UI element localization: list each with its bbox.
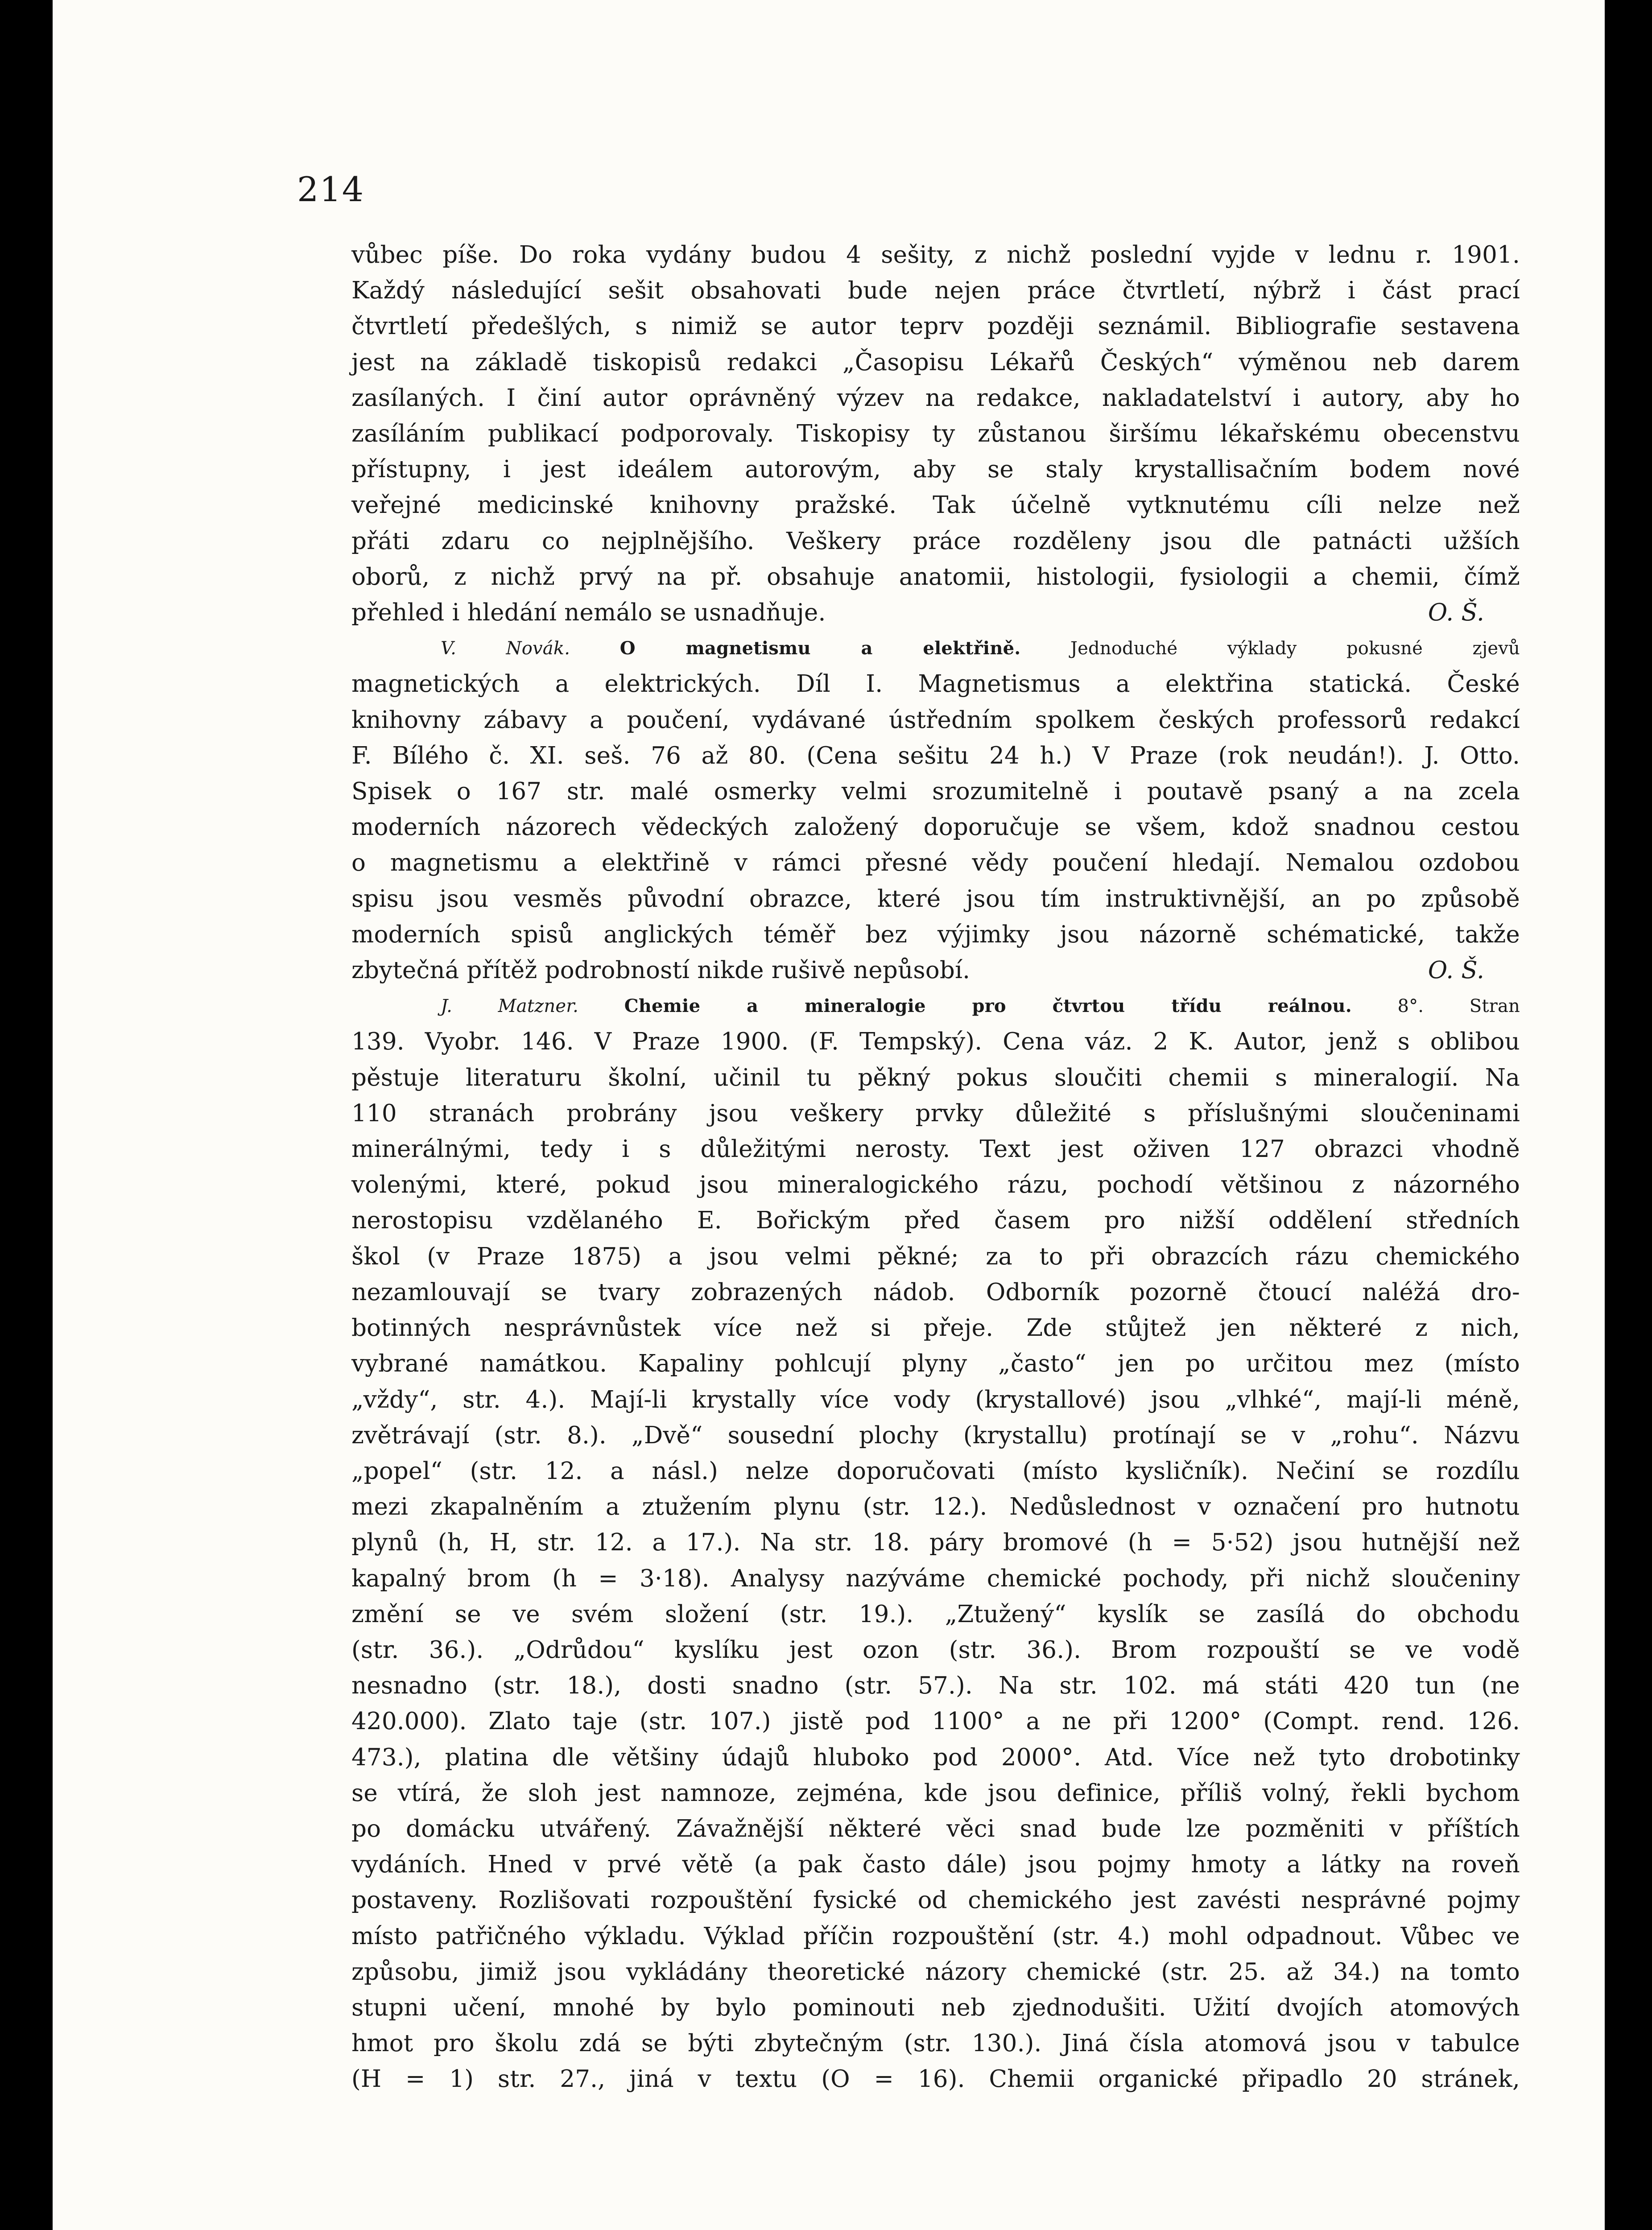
text-line: Spisek o 167 str. malé osmerky velmi srozumitelně i poutavě psaný a na zcela — [351, 778, 1520, 805]
review-heading-line — [351, 631, 1520, 666]
text-line: mezi zkapalněním a ztužením plynu (str. 12.). Nedůslednost v označení pro hutnotu — [351, 1493, 1520, 1521]
text-line: přáti zdaru co nejplnějšího. Veškery práce rozděleny jsou dle patnácti užších — [351, 527, 1520, 555]
text-line: zasílaných. I činí autor oprávněný výzev na redakce, nakladatelství i autory, aby ho — [351, 384, 1520, 412]
text-line: 110 stranách probrány jsou veškery prvky důležité s příslušnými sloučeninami — [351, 1099, 1520, 1127]
text-line: oborů, z nichž prvý na př. obsahuje anatomii, histologii, fysiologii a chemii, čímž — [351, 563, 1520, 591]
text-line-end: přehled i hledání nemálo se usnadňuje. — [351, 599, 826, 627]
text-line: veřejné medicinské knihovny pražské. Tak účelně vytknutému cíli nelze než — [351, 491, 1520, 519]
review-heading-rest: Jednoduché výklady pokusné zjevů — [1070, 638, 1520, 659]
text-line: plynů (h, H, str. 12. a 17.). Na str. 18. páry bromové (h = 5·52) jsou hutnější než — [351, 1529, 1520, 1557]
text-line: Každý následující sešit obsahovati bude nejen práce čtvrtletí, nýbrž i část prací — [351, 277, 1520, 305]
text-line: volenými, které, pokud jsou mineralogického rázu, pochodí většinou z názorného — [351, 1171, 1520, 1199]
text-line: zasíláním publikací podporovaly. Tiskopisy ty zůstanou širšímu lékařskému obecenstvu — [351, 420, 1520, 448]
text-line: nerostopisu vzdělaného E. Bořickým před časem pro nižší oddělení středních — [351, 1207, 1520, 1235]
body-text — [351, 237, 1520, 2098]
review-author: J. Matzner. — [441, 996, 579, 1017]
reviewer-signature: O. Š. — [1428, 957, 1484, 984]
text-line: knihovny zábavy a poučení, vydávané ústředním spolkem českých professorů redakcí — [351, 706, 1520, 734]
text-line: botinných nesprávnůstek více než si přeje. Zde stůjtež jen některé z nich, — [351, 1314, 1520, 1342]
page-number: 214 — [297, 169, 365, 209]
text-line: zvětrávají (str. 8.). „Dvě“ sousední plochy (krystallu) protínají se v „rohu“. Názvu — [351, 1421, 1520, 1449]
text-line: stupni učení, mnohé by bylo pominouti neb zjednodušiti. Užití dvojích atomových — [351, 1994, 1520, 2021]
text-line: 139. Vyobr. 146. V Praze 1900. (F. Tempský). Cena váz. 2 K. Autor, jenž s oblibou — [351, 1028, 1520, 1056]
text-line: „vždy“, str. 4.). Mají-li krystally více vody (krystallové) jsou „vlhké“, mají-li méně, — [351, 1386, 1520, 1413]
text-line: o magnetismu a elektřině v rámci přesné vědy poučení hledají. Nemalou ozdobou — [351, 849, 1520, 877]
text-line: spisu jsou vesměs původní obrazce, které jsou tím instruktivnější, an po způsobě — [351, 885, 1520, 913]
text-line: postaveny. Rozlišovati rozpouštění fysické od chemického jest zavésti nesprávné pojmy — [351, 1887, 1520, 1914]
text-line: se vtírá, že sloh jest namnoze, zejména, kde jsou definice, příliš volný, řekli bychom — [351, 1779, 1520, 1807]
text-line: pěstuje literaturu školní, učinil tu pěkný pokus sloučiti chemii s mineralogií. Na — [351, 1064, 1520, 1091]
text-line-signed — [351, 595, 1520, 631]
text-line: F. Bílého č. XI. seš. 76 až 80. (Cena sešitu 24 h.) V Praze (rok neudán!). J. Otto. — [351, 742, 1520, 769]
review-heading-line — [351, 988, 1520, 1024]
text-line: magnetických a elektrických. Díl I. Magnetismus a elektřina statická. České — [351, 670, 1520, 698]
text-line: vůbec píše. Do roka vydány budou 4 sešity, z nichž poslední vyjde v lednu r. 1901. — [351, 241, 1520, 268]
text-line-end: zbytečná přítěž podrobností nikde rušivě nepůsobí. — [351, 957, 971, 984]
text-line: čtvrtletí předešlých, s nimiž se autor teprv později seznámil. Bibliografie sestavena — [351, 313, 1520, 340]
text-line: po domácku utvářený. Závažnější některé věci snad bude lze pozměniti v příštích — [351, 1815, 1520, 1842]
text-line: změní se ve svém složení (str. 19.). „Ztužený“ kyslík se zasílá do obchodu — [351, 1600, 1520, 1628]
text-line: jest na základě tiskopisů redakci „Časopisu Lékařů Českých“ výměnou neb darem — [351, 348, 1520, 376]
text-line: (H = 1) str. 27., jiná v textu (O = 16). Chemii organické připadlo 20 stránek, — [351, 2065, 1520, 2093]
text-line: vydáních. Hned v prvé větě (a pak často dále) jsou pojmy hmoty a látky na roveň — [351, 1851, 1520, 1879]
text-line: „popel“ (str. 12. a násl.) nelze doporučovati (místo kysličník). Nečiní se rozdílu — [351, 1457, 1520, 1485]
text-line: 473.), platina dle většiny údajů hluboko pod 2000°. Atd. Více než tyto drobotinky — [351, 1743, 1520, 1771]
text-line: minerálnými, tedy i s důležitými nerosty. Text jest oživen 127 obrazci vhodně — [351, 1136, 1520, 1163]
text-line: moderních názorech vědeckých založený doporučuje se všem, kdož snadnou cestou — [351, 814, 1520, 841]
text-line: vybrané namátkou. Kapaliny pohlcují plyny „často“ jen po určitou mez (místo — [351, 1350, 1520, 1378]
text-line: nezamlouvají se tvary zobrazených nádob. Odborník pozorně čtoucí naléžá dro- — [351, 1278, 1520, 1306]
text-line: přístupny, i jest ideálem autorovým, aby se staly krystallisačním bodem nové — [351, 456, 1520, 483]
review-title: Chemie a mineralogie pro čtvrtou třídu reálnou. — [624, 995, 1352, 1017]
text-line: škol (v Praze 1875) a jsou velmi pěkné; za to při obrazcích rázu chemického — [351, 1243, 1520, 1270]
review-title: O magnetismu a elektřině. — [620, 638, 1021, 659]
book-page — [53, 0, 1605, 2230]
text-line: (str. 36.). „Odrůdou“ kyslíku jest ozon (str. 36.). Brom rozpouští se ve vodě — [351, 1636, 1520, 1664]
review-heading-rest: 8°. Stran — [1397, 996, 1520, 1017]
text-line: místo patřičného výkladu. Výklad příčin rozpouštění (str. 4.) mohl odpadnout. Vůbec ve — [351, 1922, 1520, 1950]
review-author: V. Novák. — [441, 638, 570, 659]
reviewer-signature: O. Š. — [1428, 599, 1484, 627]
text-line: způsobu, jimiž jsou vykládány theoretické názory chemické (str. 25. až 34.) na tomto — [351, 1958, 1520, 1986]
text-line: moderních spisů anglických téměř bez výjimky jsou názorně schématické, takže — [351, 921, 1520, 948]
text-line: hmot pro školu zdá se býti zbytečným (str. 130.). Jiná čísla atomová jsou v tabulce — [351, 2030, 1520, 2057]
text-line: kapalný brom (h = 3·18). Analysy nazýváme chemické pochody, při nichž sloučeniny — [351, 1565, 1520, 1592]
text-line: 420.000). Zlato taje (str. 107.) jistě pod 1100° a ne při 1200° (Compt. rend. 126. — [351, 1708, 1520, 1735]
text-line: nesnadno (str. 18.), dosti snadno (str. 57.). Na str. 102. má státi 420 tun (ne — [351, 1672, 1520, 1700]
text-line-signed — [351, 953, 1520, 988]
